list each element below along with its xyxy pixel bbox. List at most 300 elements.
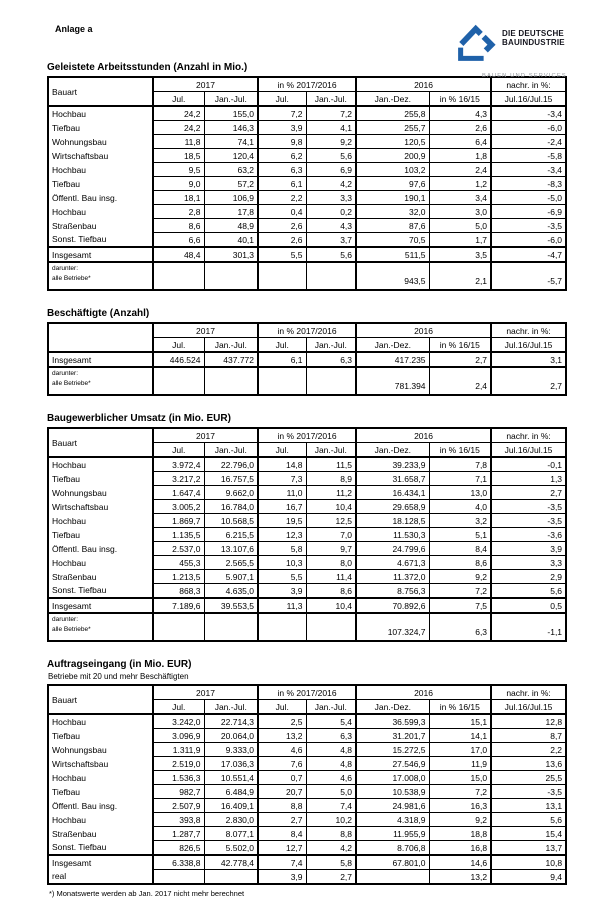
value-cell: 3,5 — [429, 247, 491, 262]
value-cell: 3.005,2 — [153, 500, 204, 514]
column-subheader: Jul.16/Jul.15 — [491, 700, 566, 715]
value-cell: 10.538,9 — [356, 785, 429, 799]
value-cell: 27.546,9 — [356, 757, 429, 771]
value-cell: 1,7 — [429, 233, 491, 248]
column-group-header: 2016 — [356, 77, 491, 92]
row-label: Hochbau — [52, 164, 87, 175]
table-row — [48, 841, 566, 856]
value-cell: 16.434,1 — [356, 486, 429, 500]
value-cell: 10,8 — [491, 855, 566, 870]
value-cell — [153, 613, 204, 641]
value-cell: 24.799,6 — [356, 542, 429, 556]
darunter-scope: alle Betriebe* — [52, 380, 91, 387]
value-cell: 57,2 — [204, 177, 258, 191]
value-cell: 5,6 — [491, 813, 566, 827]
value-cell: 15,0 — [429, 771, 491, 785]
value-cell: -5,8 — [491, 149, 566, 163]
value-cell: -5,0 — [491, 191, 566, 205]
value-cell: 13,1 — [491, 799, 566, 813]
value-cell: 7,2 — [258, 106, 306, 121]
value-cell: 2,8 — [153, 205, 204, 219]
value-cell: 7,2 — [429, 785, 491, 799]
value-cell: 106,9 — [204, 191, 258, 205]
column-subheader: Jul.16/Jul.15 — [491, 443, 566, 458]
column-group-header: in % 2017/2016 — [258, 323, 356, 338]
value-cell: 6,2 — [258, 149, 306, 163]
value-cell: 20,7 — [258, 785, 306, 799]
column-group-header: nachr. in %: — [491, 77, 566, 92]
darunter-word: darunter: — [52, 616, 79, 623]
row-label: Öffentl. Bau insg. — [52, 543, 118, 554]
value-cell: 31.658,7 — [356, 472, 429, 486]
table-row — [48, 191, 566, 205]
value-cell: 14,8 — [258, 457, 306, 472]
table-row — [48, 121, 566, 135]
value-cell: 24,2 — [153, 106, 204, 121]
row-label: Tiefbau — [52, 473, 81, 484]
table-row — [48, 813, 566, 827]
value-cell: 48,9 — [204, 219, 258, 233]
value-cell: 8,6 — [429, 556, 491, 570]
value-cell: 4,2 — [306, 177, 356, 191]
column-group-header: in % 2017/2016 — [258, 428, 356, 443]
logo-text-line2: BAUINDUSTRIE — [502, 37, 565, 47]
row-label: Hochbau — [52, 459, 87, 470]
value-cell: 6.338,8 — [153, 855, 204, 870]
value-cell: 8.077,1 — [204, 827, 258, 841]
value-cell — [153, 870, 204, 885]
value-cell: 2,7 — [258, 813, 306, 827]
column-subheader: Jan.-Jul. — [204, 443, 258, 458]
value-cell: 1,8 — [429, 149, 491, 163]
value-cell: 8,9 — [306, 472, 356, 486]
value-cell: 5,6 — [491, 584, 566, 599]
darunter-row — [48, 367, 566, 395]
value-cell: 6,6 — [153, 233, 204, 248]
table-row — [48, 785, 566, 799]
value-cell: 70.892,6 — [356, 598, 429, 613]
row-label: Hochbau — [52, 814, 87, 825]
real-row — [48, 870, 566, 885]
value-cell: 3,3 — [491, 556, 566, 570]
header-group-row — [48, 77, 566, 92]
value-cell: 103,2 — [356, 163, 429, 177]
value-cell: 511,5 — [356, 247, 429, 262]
row-label: Hochbau — [52, 206, 87, 217]
column-subheader: Jul. — [153, 700, 204, 715]
value-cell: 3,9 — [258, 584, 306, 599]
value-cell: 868,3 — [153, 584, 204, 599]
table-row — [48, 163, 566, 177]
value-cell: 13,0 — [429, 486, 491, 500]
row-label: Tiefbau — [52, 786, 81, 797]
value-cell: 8,4 — [429, 542, 491, 556]
value-cell: 48,4 — [153, 247, 204, 262]
value-cell: 301,3 — [204, 247, 258, 262]
value-cell: 18.128,5 — [356, 514, 429, 528]
value-cell: -5,7 — [491, 262, 566, 290]
value-cell: 9.662,0 — [204, 486, 258, 500]
column-group-header: in % 2017/2016 — [258, 685, 356, 700]
value-cell: 3.217,2 — [153, 472, 204, 486]
table-title: Geleistete Arbeitsstunden (Anzahl in Mio.) — [47, 62, 248, 73]
column-subheader: Jul. — [258, 700, 306, 715]
darunter-scope: alle Betriebe* — [52, 275, 91, 282]
table-row — [48, 135, 566, 149]
value-cell — [306, 613, 356, 641]
value-cell: 9,2 — [429, 570, 491, 584]
total-label: Insgesamt — [48, 352, 153, 367]
value-cell: 7,3 — [258, 472, 306, 486]
value-cell: 20.064,0 — [204, 729, 258, 743]
column-group-header: 2016 — [356, 685, 491, 700]
value-cell: 4,6 — [258, 743, 306, 757]
section-umsatz — [47, 413, 565, 642]
value-cell: 16.784,0 — [204, 500, 258, 514]
value-cell: 15,4 — [491, 827, 566, 841]
column-group-header: nachr. in %: — [491, 428, 566, 443]
value-cell: 5,8 — [258, 542, 306, 556]
table-body — [48, 457, 566, 641]
value-cell: 8,0 — [306, 556, 356, 570]
column-group-header: 2017 — [153, 428, 258, 443]
row-label: Wirtschaftsbau — [52, 758, 109, 769]
table-body — [48, 714, 566, 884]
company-logo — [452, 21, 604, 79]
value-cell: 2.830,0 — [204, 813, 258, 827]
value-cell: 2,5 — [258, 714, 306, 729]
value-cell: 8,4 — [258, 827, 306, 841]
value-cell: 9,2 — [306, 135, 356, 149]
column-group-header: 2016 — [356, 428, 491, 443]
table-row — [48, 771, 566, 785]
value-cell: 39.233,9 — [356, 457, 429, 472]
label-column-header — [48, 323, 153, 352]
value-cell: 18,5 — [153, 149, 204, 163]
row-label: Öffentl. Bau insg. — [52, 800, 118, 811]
value-cell: 0,4 — [258, 205, 306, 219]
value-cell: -2,4 — [491, 135, 566, 149]
value-cell: 3,0 — [429, 205, 491, 219]
value-cell: 2,9 — [491, 570, 566, 584]
table-header — [48, 428, 566, 457]
value-cell: 2,7 — [491, 367, 566, 395]
header-group-row — [48, 323, 566, 338]
value-cell: 6,3 — [258, 163, 306, 177]
darunter-row — [48, 262, 566, 290]
value-cell: 5,8 — [306, 855, 356, 870]
row-label: Tiefbau — [52, 178, 81, 189]
value-cell — [306, 262, 356, 290]
value-cell: 2.507,9 — [153, 799, 204, 813]
column-subheader: Jul. — [258, 338, 306, 353]
column-group-header: 2016 — [356, 323, 491, 338]
value-cell: 16.409,1 — [204, 799, 258, 813]
value-cell: 9,4 — [491, 870, 566, 885]
value-cell: 17.008,0 — [356, 771, 429, 785]
row-label: Hochbau — [52, 772, 87, 783]
value-cell: 0,5 — [491, 598, 566, 613]
value-cell: 8.756,3 — [356, 584, 429, 599]
value-cell: 3,2 — [429, 514, 491, 528]
value-cell: 11.955,9 — [356, 827, 429, 841]
real-label: real — [52, 871, 67, 882]
table-row — [48, 556, 566, 570]
value-cell: 10,3 — [258, 556, 306, 570]
value-cell: 5.502,0 — [204, 841, 258, 856]
value-cell: 12,8 — [491, 714, 566, 729]
row-label: Sonst. Tiefbau — [52, 585, 107, 596]
value-cell: 7,2 — [429, 584, 491, 599]
value-cell: 1.287,7 — [153, 827, 204, 841]
column-group-header: nachr. in %: — [491, 685, 566, 700]
value-cell: 2,4 — [429, 367, 491, 395]
value-cell: 200,9 — [356, 149, 429, 163]
row-label: Straßenbau — [52, 220, 97, 231]
value-cell: 67.801,0 — [356, 855, 429, 870]
value-cell: 120,4 — [204, 149, 258, 163]
value-cell: 446.524 — [153, 352, 204, 367]
value-cell: 74,1 — [204, 135, 258, 149]
value-cell: 2,2 — [491, 743, 566, 757]
value-cell: 10,4 — [306, 598, 356, 613]
value-cell: 10.568,5 — [204, 514, 258, 528]
column-subheader: Jan.-Jul. — [306, 92, 356, 107]
value-cell: 11,5 — [306, 457, 356, 472]
value-cell: 6.484,9 — [204, 785, 258, 799]
value-cell: 36.599,3 — [356, 714, 429, 729]
column-subheader: Jan.-Jul. — [204, 92, 258, 107]
value-cell: 8,8 — [258, 799, 306, 813]
total-row — [48, 352, 566, 367]
value-cell: 255,7 — [356, 121, 429, 135]
value-cell: 6,1 — [258, 177, 306, 191]
value-cell: 16.757,5 — [204, 472, 258, 486]
row-label: Wirtschaftsbau — [52, 501, 109, 512]
value-cell: 781.394 — [356, 367, 429, 395]
value-cell: 1.647,4 — [153, 486, 204, 500]
value-cell: 943,5 — [356, 262, 429, 290]
column-subheader: Jan.-Jul. — [204, 338, 258, 353]
value-cell — [356, 870, 429, 885]
value-cell: 13.107,6 — [204, 542, 258, 556]
value-cell: 11,4 — [306, 570, 356, 584]
value-cell: 11.530,3 — [356, 528, 429, 542]
row-label: Wirtschaftsbau — [52, 150, 109, 161]
value-cell: 4,8 — [306, 743, 356, 757]
table-row — [48, 205, 566, 219]
table-row — [48, 233, 566, 248]
value-cell: -3,5 — [491, 219, 566, 233]
value-cell: 9.333,0 — [204, 743, 258, 757]
value-cell: 3,4 — [429, 191, 491, 205]
table-header — [48, 77, 566, 106]
value-cell — [204, 262, 258, 290]
stats-table-arbeitsstunden — [47, 76, 567, 291]
value-cell: 3.242,0 — [153, 714, 204, 729]
darunter-label — [48, 262, 153, 290]
value-cell: -3,5 — [491, 514, 566, 528]
table-row — [48, 500, 566, 514]
value-cell: 4,3 — [429, 106, 491, 121]
value-cell: -3,5 — [491, 500, 566, 514]
value-cell: 1,3 — [491, 472, 566, 486]
value-cell: 2.537,0 — [153, 542, 204, 556]
value-cell — [258, 367, 306, 395]
value-cell: 4,1 — [306, 121, 356, 135]
value-cell: 12,7 — [258, 841, 306, 856]
stats-table-umsatz — [47, 427, 567, 642]
value-cell: 0,7 — [258, 771, 306, 785]
value-cell: 7,2 — [306, 106, 356, 121]
table-row — [48, 486, 566, 500]
value-cell: 14,6 — [429, 855, 491, 870]
value-cell: 3.972,4 — [153, 457, 204, 472]
label-column-header: Bauart — [48, 685, 153, 714]
column-group-header: in % 2017/2016 — [258, 77, 356, 92]
value-cell: 7,4 — [306, 799, 356, 813]
value-cell: 3,1 — [491, 352, 566, 367]
value-cell: 5.907,1 — [204, 570, 258, 584]
row-label: Sonst. Tiefbau — [52, 842, 107, 853]
row-label: Straßenbau — [52, 828, 97, 839]
column-subheader: Jan.-Jul. — [306, 338, 356, 353]
column-group-header: 2017 — [153, 323, 258, 338]
row-label: Wohnungsbau — [52, 136, 107, 147]
value-cell: 1.536,3 — [153, 771, 204, 785]
value-cell: 9,5 — [153, 163, 204, 177]
value-cell — [204, 613, 258, 641]
footnote: *) Monatswerte werden ab Jan. 2017 nicht mehr berechnet — [49, 889, 245, 898]
value-cell: 13,2 — [258, 729, 306, 743]
total-row — [48, 598, 566, 613]
table-row — [48, 457, 566, 472]
stats-table-beschaeftigte — [47, 322, 567, 396]
value-cell: 11,8 — [153, 135, 204, 149]
value-cell: 19,5 — [258, 514, 306, 528]
row-label: Straßenbau — [52, 571, 97, 582]
column-subheader: Jan.-Dez. — [356, 92, 429, 107]
value-cell: 1.135,5 — [153, 528, 204, 542]
table-row — [48, 177, 566, 191]
value-cell: 7.189,6 — [153, 598, 204, 613]
table-row — [48, 472, 566, 486]
value-cell: 8.706,8 — [356, 841, 429, 856]
label-column-header: Bauart — [48, 428, 153, 457]
value-cell: 8,6 — [153, 219, 204, 233]
column-subheader: Jul. — [258, 92, 306, 107]
darunter-word: darunter: — [52, 370, 79, 377]
value-cell: 5,0 — [429, 219, 491, 233]
value-cell: 16,7 — [258, 500, 306, 514]
table-row — [48, 106, 566, 121]
table-row — [48, 528, 566, 542]
column-subheader: in % 16/15 — [429, 443, 491, 458]
value-cell: 107.324,7 — [356, 613, 429, 641]
value-cell: 6,3 — [306, 729, 356, 743]
value-cell: 29.658,9 — [356, 500, 429, 514]
value-cell: 18,1 — [153, 191, 204, 205]
value-cell: 16,8 — [429, 841, 491, 856]
column-subheader: Jul.16/Jul.15 — [491, 92, 566, 107]
darunter-row — [48, 613, 566, 641]
row-label: Wohnungsbau — [52, 487, 107, 498]
column-subheader: Jan.-Dez. — [356, 338, 429, 353]
value-cell: 7,1 — [429, 472, 491, 486]
value-cell: 17.036,3 — [204, 757, 258, 771]
value-cell: -3,6 — [491, 528, 566, 542]
row-label: Tiefbau — [52, 529, 81, 540]
value-cell: -6,0 — [491, 121, 566, 135]
column-subheader: Jan.-Jul. — [306, 700, 356, 715]
value-cell: 10.551,4 — [204, 771, 258, 785]
value-cell: 2,7 — [429, 352, 491, 367]
row-label: Wohnungsbau — [52, 744, 107, 755]
value-cell: 13,2 — [429, 870, 491, 885]
value-cell: 2,7 — [491, 486, 566, 500]
value-cell: 31.201,7 — [356, 729, 429, 743]
table-row — [48, 827, 566, 841]
value-cell: 40,1 — [204, 233, 258, 248]
value-cell: 9,2 — [429, 813, 491, 827]
column-group-header: nachr. in %: — [491, 323, 566, 338]
value-cell: 11.372,0 — [356, 570, 429, 584]
value-cell: 5,5 — [258, 570, 306, 584]
column-group-header: 2017 — [153, 685, 258, 700]
row-label: Hochbau — [52, 716, 87, 727]
value-cell: 3,9 — [258, 121, 306, 135]
total-row — [48, 247, 566, 262]
value-cell: 25,5 — [491, 771, 566, 785]
stats-table-auftragseingang — [47, 684, 567, 885]
value-cell: -3,4 — [491, 163, 566, 177]
value-cell: 6,4 — [429, 135, 491, 149]
column-subheader: Jan.-Jul. — [204, 700, 258, 715]
table-row — [48, 584, 566, 599]
column-subheader: in % 16/15 — [429, 338, 491, 353]
value-cell: 826,5 — [153, 841, 204, 856]
total-label: Insgesamt — [48, 855, 153, 870]
value-cell: 7,4 — [258, 855, 306, 870]
value-cell: 63,2 — [204, 163, 258, 177]
value-cell: 15.272,5 — [356, 743, 429, 757]
house-icon — [452, 21, 498, 72]
value-cell: -4,7 — [491, 247, 566, 262]
value-cell: 11,0 — [258, 486, 306, 500]
value-cell: 2.519,0 — [153, 757, 204, 771]
value-cell: 9,8 — [258, 135, 306, 149]
value-cell: 14,1 — [429, 729, 491, 743]
value-cell: 7,6 — [258, 757, 306, 771]
value-cell: 6,3 — [306, 352, 356, 367]
value-cell: 3,7 — [306, 233, 356, 248]
value-cell: 24.981,6 — [356, 799, 429, 813]
value-cell: 18,8 — [429, 827, 491, 841]
value-cell: 1.311,9 — [153, 743, 204, 757]
value-cell: 7,5 — [429, 598, 491, 613]
value-cell: 1,2 — [429, 177, 491, 191]
table-title: Auftragseingang (in Mio. EUR) — [47, 659, 192, 670]
value-cell: 4.671,3 — [356, 556, 429, 570]
value-cell: -3,5 — [491, 785, 566, 799]
table-row — [48, 757, 566, 771]
value-cell — [204, 870, 258, 885]
value-cell: 3,9 — [258, 870, 306, 885]
value-cell: 17,8 — [204, 205, 258, 219]
column-subheader: Jan.-Dez. — [356, 443, 429, 458]
value-cell: 6,3 — [429, 613, 491, 641]
table-header — [48, 323, 566, 352]
